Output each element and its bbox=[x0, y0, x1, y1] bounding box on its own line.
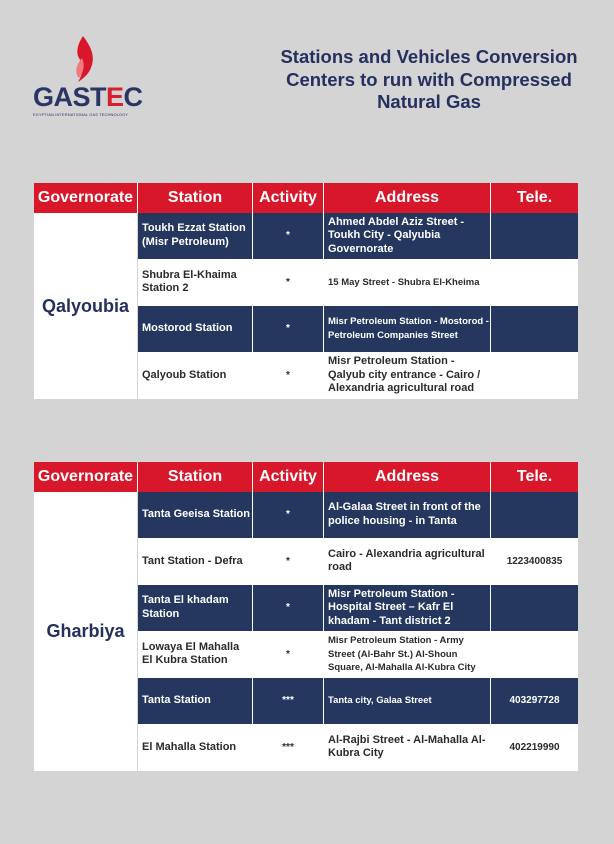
tele-number bbox=[491, 213, 578, 259]
station-name: Mostorod Station bbox=[138, 306, 253, 352]
activity-mark: * bbox=[253, 306, 324, 352]
table-header bbox=[34, 183, 578, 213]
address-text: 15 May Street - Shubra El-Kheima bbox=[324, 260, 491, 306]
header-tele: Tele. bbox=[516, 468, 553, 485]
table-row bbox=[138, 585, 578, 632]
address-text: Misr Petroleum Station - Army Street (Al-Bahr St.) Al-Shoun Square, Al-Mahalla Al-Kubra City bbox=[324, 632, 491, 678]
header-address: Address bbox=[324, 462, 491, 492]
logo-wordmark: GASTEC bbox=[33, 82, 143, 112]
address-text: Misr Petroleum Station - Hospital Street – Kafr El khadam - Tant district 2 bbox=[324, 585, 491, 631]
table-row bbox=[138, 306, 578, 353]
governorate-name: Gharbiya bbox=[34, 492, 138, 771]
table-body bbox=[34, 213, 578, 399]
tele-number bbox=[491, 306, 578, 352]
address-text: Cairo - Alexandria agricultural road bbox=[324, 539, 491, 585]
tele-number bbox=[491, 632, 578, 678]
table-header bbox=[34, 462, 578, 492]
station-name: Toukh Ezzat Station (Misr Petroleum) bbox=[138, 213, 253, 259]
address-text: Ahmed Abdel Aziz Street - Toukh City - Qalyubia Governorate bbox=[324, 213, 491, 259]
station-name: Lowaya El Mahalla El Kubra Station bbox=[138, 632, 253, 678]
tele-number: 1223400835 bbox=[506, 555, 563, 567]
tele-number: 403297728 bbox=[509, 695, 560, 706]
station-name: El Mahalla Station bbox=[138, 725, 253, 771]
address-text: Al-Rajbi Street - Al-Mahalla Al-Kubra City bbox=[324, 725, 491, 771]
activity-mark: *** bbox=[253, 678, 324, 724]
activity-mark: * bbox=[253, 260, 324, 306]
tele-number bbox=[491, 492, 578, 538]
title-line-2: Centers to run with Compressed bbox=[286, 68, 572, 90]
logo-tagline: EGYPTIAN INTERNATIONAL GAS TECHNOLOGY bbox=[33, 112, 129, 117]
table-row bbox=[138, 678, 578, 725]
header-address: Address bbox=[324, 183, 491, 213]
activity-mark: * bbox=[253, 632, 324, 678]
title-line-1: Stations and Vehicles Conversion bbox=[280, 46, 578, 67]
table-row bbox=[138, 492, 578, 539]
station-name: Shubra El-Khaima Station 2 bbox=[138, 260, 253, 306]
table-row bbox=[138, 725, 578, 772]
activity-mark: *** bbox=[253, 725, 324, 771]
tele-number: 402219990 bbox=[509, 741, 560, 753]
address-text: Misr Petroleum Station - Mostorod - Petroleum Companies Street bbox=[324, 306, 491, 352]
table-body bbox=[34, 492, 578, 771]
header-tele: Tele. bbox=[516, 189, 553, 206]
header-station: Station bbox=[138, 462, 253, 492]
table-row bbox=[138, 539, 578, 586]
address-text: Misr Petroleum Station - Qalyub city entrance - Cairo / Alexandria agricultural road bbox=[324, 353, 491, 399]
station-name: Qalyoub Station bbox=[138, 353, 253, 399]
header-governorate: Governorate bbox=[34, 183, 138, 213]
station-name: Tant Station - Defra bbox=[138, 539, 253, 585]
activity-mark: * bbox=[253, 353, 324, 399]
tele-number bbox=[491, 260, 578, 306]
stations-table-gharbiya bbox=[34, 462, 578, 771]
header-station: Station bbox=[138, 183, 253, 213]
header-activity: Activity bbox=[253, 183, 324, 213]
governorate-name: Qalyoubia bbox=[34, 213, 138, 399]
address-text: Al-Galaa Street in front of the police housing - in Tanta bbox=[324, 492, 491, 538]
stations-table-qalyoubia bbox=[34, 183, 578, 399]
header-activity: Activity bbox=[253, 462, 324, 492]
station-name: Tanta Station bbox=[138, 678, 253, 724]
table-row bbox=[138, 632, 578, 679]
activity-mark: * bbox=[253, 585, 324, 631]
page-title bbox=[262, 46, 596, 114]
title-line-3: Natural Gas bbox=[377, 91, 481, 112]
station-name: Tanta El khadam Station bbox=[138, 585, 253, 631]
address-text: Tanta city, Galaa Street bbox=[324, 678, 491, 724]
header-governorate: Governorate bbox=[34, 462, 138, 492]
gastec-logo bbox=[33, 36, 143, 120]
table-row bbox=[138, 260, 578, 307]
table-row bbox=[138, 353, 578, 400]
tele-number bbox=[491, 353, 578, 399]
tele-number bbox=[491, 585, 578, 631]
station-name: Tanta Geeisa Station bbox=[138, 492, 253, 538]
activity-mark: * bbox=[253, 492, 324, 538]
activity-mark: * bbox=[253, 539, 324, 585]
flame-icon bbox=[70, 36, 96, 82]
table-row bbox=[138, 213, 578, 260]
activity-mark: * bbox=[253, 213, 324, 259]
